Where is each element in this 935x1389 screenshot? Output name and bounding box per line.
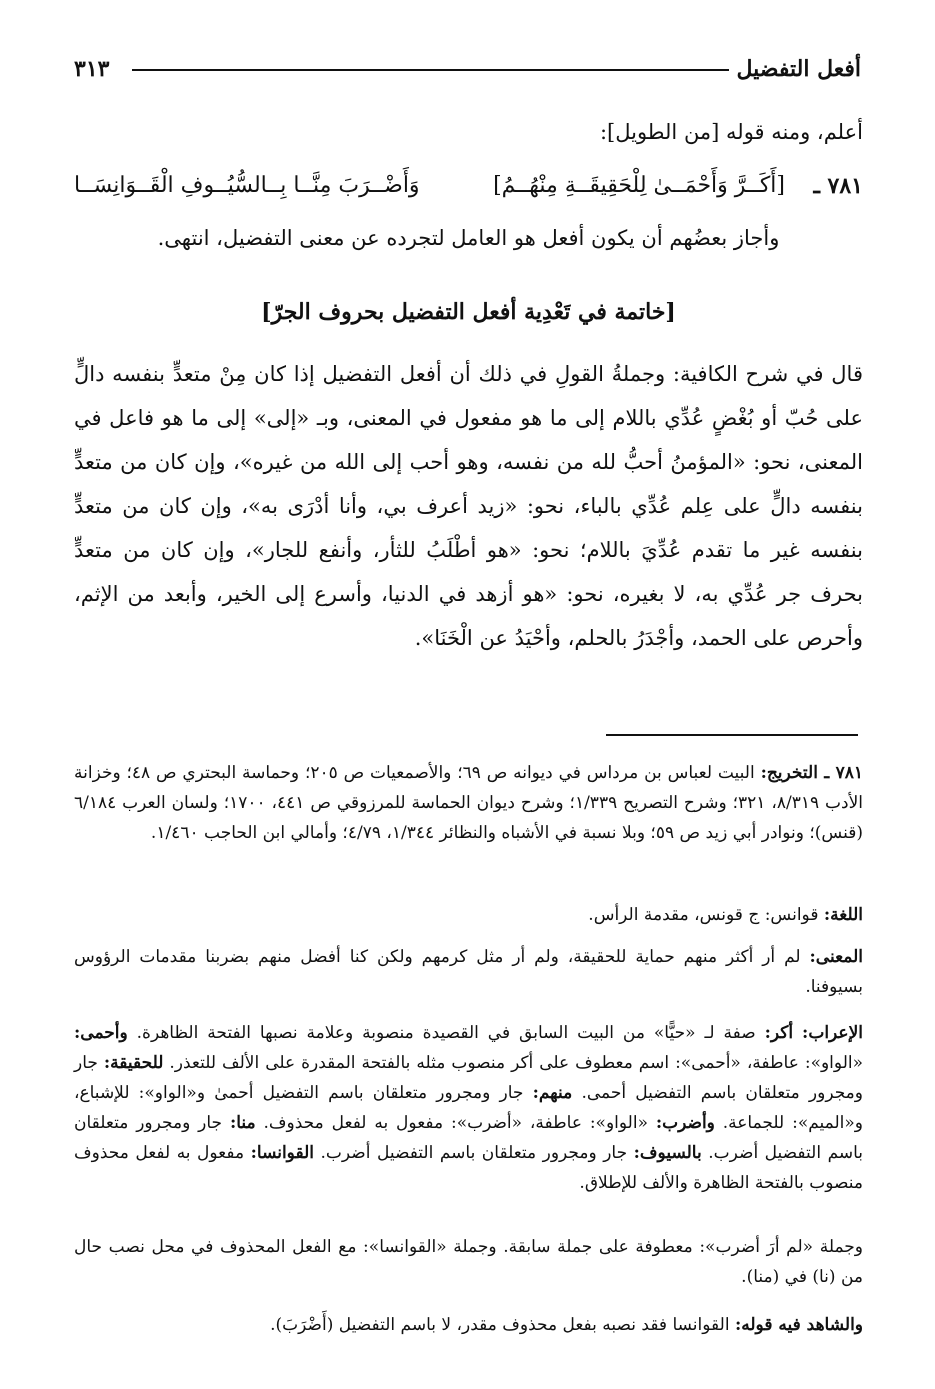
shahid-text: القوانسا فقد نصبه بفعل محذوف مقدر، لا باسم التفضيل (أَضْرَبَ). [270,1315,730,1335]
section-title: [خاتمة في تَعْدِية أفعل التفضيل بحروف الجرّ] [261,299,676,325]
irab-text-8: مفعول به لفعل محذوف منصوب بالفتحة الظاهرة والألف للإطلاق. [74,1143,863,1193]
irab-text-2: «الواو»: عاطفة، «أحمى»: اسم معطوف على أكر منصوب مثله بالفتحة المقدرة على الألف للتعذر. [169,1053,863,1073]
poem-verse [74,166,863,206]
shahid-label: والشاهد فيه قوله: [734,1315,863,1335]
footnote-irab [74,1018,863,1198]
footnote-maana [74,942,863,1002]
intro-text: أعلم، ومنه قوله [من الطويل]: [599,120,863,144]
irab-label: الإعراب: [802,1023,863,1043]
footnote-lugha [74,900,863,930]
verse-number: ٧٨١ ـ [813,173,863,199]
irab-word-1: أكر: [764,1023,794,1043]
footnote-rule [606,734,858,736]
irab-word-3: للحقيقة: [103,1053,164,1073]
body-text: قال في شرح الكافية: وجملةُ القولِ في ذلك أن أفعل التفضيل إذا كان مِنْ متعدٍّ بنفسه دالٍّ على حُبّ أو بُغْضٍ عُدِّي باللام إلى ما هو مفعول في المعنى، وبـ «إلى» إلى ما هو فاعل في المعنى، نحو: «المؤمنُ أحبُّ لله من نفسه، وهو أحب إلى الله من غيره»، وإن كان من متعدٍّ بنفسه دالٍّ على عِلم عُدِّي بالباء، نحو: «زيد أعرف بي، وأنا أدْرَى به»، وإن كان من متعدٍّ بنفسه غير ما تقدم عُدِّيَ باللام؛ نحو: «هو أطْلَبُ للثأر، وأنفع للجار»، وإن كان من متعدٍّ بحرف جر عُدِّي به، لا بغيره، نحو: «هو أزهد في الدنيا، وأسرع إلى الخير، وأبعد من الإثم، وأحرص على الحمد، وأجْدَرُ بالحلم، وأحْيَدُ عن الْخَنَا». [74,362,863,650]
irab-text-6: جار ومجرور متعلقان باسم التفضيل أضرب. [74,1113,864,1163]
footnote-shahid [74,1310,863,1340]
footnote-jumla: وجملة «لم أرَ أضرب»: معطوفة على جملة سابقة. وجملة «القوانسا»: مع الفعل المحذوف في محل نصب حال من (نا) في (منا). [74,1237,863,1287]
header-rule [132,69,729,71]
chapter-title: أفعل التفضيل [736,56,861,82]
irab-word-5: وأضرب: [655,1113,715,1133]
footnote-takhrij [74,758,863,848]
body-paragraph [74,352,863,660]
irab-text-5: «الواو»: عاطفة، «أضرب»: مفعول به لفعل محذوف. [263,1113,648,1133]
irab-text-3: جار ومجرور متعلقان باسم التفضيل أحمى. [74,1053,863,1103]
irab-word-4: منهم: [532,1083,573,1103]
takhrij-text: البيت لعباس بن مرداس في ديوانه ص ٦٩؛ والأصمعيات ص ٢٠٥؛ وحماسة البحتري ص ٤٨؛ وخزانة الأدب ٨/٣١٩، ٣٢١؛ وشرح التصريح ١/٣٣٩؛ وشرح ديوان الحماسة للمرزوقي ص ٤٤١، ١٧٠٠؛ ولسان العرب ٦/١٨٤ (قنس)؛ ونوادر أبي زيد ص ٥٩؛ وبلا نسبة في الأشباه والنظائر ١/٣٤٤، ٤/٧٩؛ وأمالي ابن الحاجب ١/٤٦٠. [74,763,864,843]
irab-text-4: جار ومجرور متعلقان باسم التفضيل أحمىٰ و«الواو»: للإشباع، و«الميم»: للجماعة. [74,1083,863,1133]
maana-text: لم أر أكثر منهم حماية للحقيقة، ولم أر مثل كرمهم ولكن كنا أفضل منهم بضربنا مقدمات الرؤوس بسيوفنا. [74,947,863,997]
irab-word-7: بالسيوف: [633,1143,702,1163]
irab-text-7: جار ومجرور متعلقان باسم التفضيل أضرب. [320,1143,628,1163]
verse-hemistich-2: وَأَضْــرَبَ مِنَّــا بِــالسُّيُــوفِ الْقَــوَانِسَــا [74,173,420,198]
lugha-label: اللغة: [823,905,863,925]
running-header [74,52,861,86]
intro-line [74,110,863,154]
irab-word-6: منا: [229,1113,256,1133]
takhrij-label: ٧٨١ ـ التخريج: [760,763,864,783]
after-verse [74,216,863,260]
irab-word-8: القوانسا: [250,1143,314,1163]
irab-text-1: صفة لـ «حيًّا» من البيت السابق في القصيدة منصوبة وعلامة نصبها الفتحة الظاهرة. [136,1023,756,1043]
verse-hemistich-1: [أَكَــرَّ وَأَحْمَــىٰ لِلْحَقِيقَــةِ مِنْهُــمُ] [493,173,785,198]
maana-label: المعنى: [809,947,864,967]
lugha-text: قوانس: ج قونس، مقدمة الرأس. [588,905,819,925]
after-verse-text: وأجاز بعضُهم أن يكون أفعل هو العامل لتجرده عن معنى التفضيل، انتهى. [157,226,780,250]
irab-word-2: وأحمى: [74,1023,128,1043]
page-number: ٣١٣ [74,56,110,82]
